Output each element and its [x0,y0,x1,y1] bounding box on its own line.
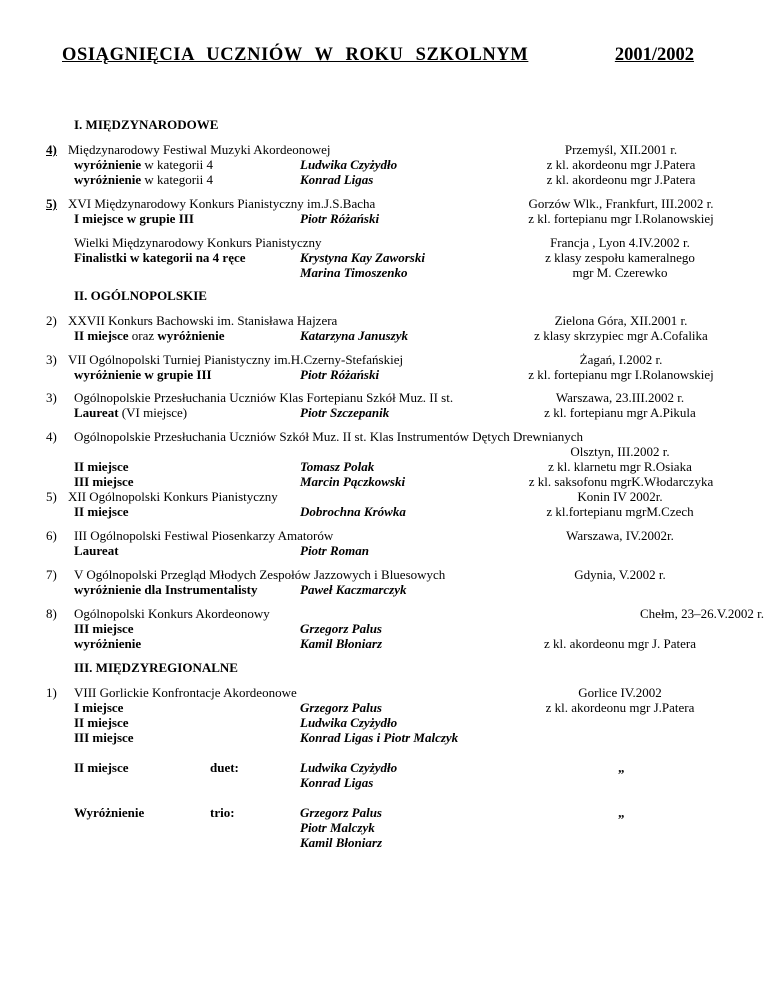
award: II miejsce [74,760,129,775]
event-name: Ogólnopolskie Przesłuchania Uczniów Szkół Muz. II st. Klas Instrumentów Dętych Drewnianych [74,429,584,444]
student-name: Konrad Ligas [300,172,374,187]
student-name: Krystyna Kay Zaworski [300,250,425,265]
award: wyróżnienie w grupie III [74,367,212,382]
event-name: VII Ogólnopolski Turniej Pianistyczny im.H.Czerny-Stefańskiej [68,352,404,367]
event-place: Gorlice IV.2002 [578,685,662,700]
entry-number: 8) [46,606,57,621]
award: Wyróżnienie [74,805,145,820]
award: wyróżnienie [74,636,142,651]
award: wyróżnienie w kategorii 4 [74,172,213,187]
entry-number: 6) [46,528,57,543]
teacher: z klasy zespołu kameralnego [545,250,695,265]
student-name: Piotr Malczyk [300,820,375,835]
event-place: Przemyśl, XII.2001 r. [564,142,678,157]
award: II miejsce oraz wyróżnienie [74,328,225,343]
student-name: Piotr Różański [300,211,380,226]
event-name: Wielki Międzynarodowy Konkurs Pianistyczny [74,235,322,250]
event-place: Francja , Lyon 4.IV.2002 r. [550,235,690,250]
student-name: Konrad Ligas [300,775,374,790]
teacher: mgr M. Czerewko [572,265,668,280]
award: II miejsce [74,715,129,730]
student-name: Grzegorz Palus [300,805,382,820]
student-name: Paweł Kaczmarczyk [300,582,407,597]
award: Laureat (VI miejsce) [74,405,188,420]
teacher: z kl. fortepianu mgr I.Rolanowskiej [528,211,714,226]
award: III miejsce [74,474,134,489]
award: III miejsce [74,621,134,636]
event-name: XVI Międzynarodowy Konkurs Pianistyczny im.J.S.Bacha [68,196,376,211]
teacher: z kl. akordeonu mgr J.Patera [546,157,696,172]
title-main: OSIĄGNIĘCIA UCZNIÓW W ROKU SZKOLNYM [62,45,529,65]
event-place: Olsztyn, III.2002 r. [570,444,670,459]
entry-number: 3) [46,352,57,367]
student-name: Dobrochna Krówka [300,504,406,519]
teacher: z kl. akordeonu mgr J.Patera [545,700,695,715]
student-name: Ludwika Czyżydło [300,715,398,730]
ditto-mark: „ [618,760,625,775]
event-name: V Ogólnopolski Przegląd Młodych Zespołów Jazzowych i Bluesowych [74,567,446,582]
award: II miejsce [74,459,129,474]
ensemble-label: trio: [210,805,235,820]
entry-number: 4) [46,429,57,444]
event-place: Zielona Góra, XII.2001 r. [554,313,688,328]
teacher: z kl. akordeonu mgr J. Patera [544,636,696,651]
student-name: Grzegorz Palus [300,621,382,636]
student-name: Piotr Szczepanik [300,405,390,420]
title-year: 2001/2002 [614,45,694,65]
award: III miejsce [74,730,134,745]
student-name: Piotr Różański [300,367,380,382]
student-name: Grzegorz Palus [300,700,382,715]
event-place: Żagań, I.2002 r. [579,352,663,367]
award: Laureat [74,543,119,558]
teacher: z kl. klarnetu mgr R.Osiaka [548,459,692,474]
section-heading-international: I. MIĘDZYNARODOWE [74,117,219,132]
event-name: XXVII Konkurs Bachowski im. Stanisława Hajzera [68,313,338,328]
award: I miejsce [74,700,124,715]
event-name: III Ogólnopolski Festiwal Piosenkarzy Amatorów [74,528,334,543]
event-place: Warszawa, IV.2002r. [566,528,674,543]
event-place: Gdynia, V.2002 r. [574,567,666,582]
page-title [62,44,702,66]
teacher: z kl. fortepianu mgr I.Rolanowskiej [528,367,714,382]
teacher: z klasy skrzypiec mgr A.Cofalika [534,328,708,343]
student-name: Katarzyna Januszyk [300,328,408,343]
event-place: Chełm, 23–26.V.2002 r. [640,606,764,621]
entry-number: 2) [46,313,57,328]
event-name: Ogólnopolskie Przesłuchania Uczniów Klas Fortepianu Szkół Muz. II st. [74,390,454,405]
award: wyróżnienie w kategorii 4 [74,157,213,172]
section-heading-national: II. OGÓLNOPOLSKIE [74,288,207,303]
entry-number: 5) [46,196,57,211]
award: I miejsce w grupie III [74,211,194,226]
section-heading-interregional: III. MIĘDZYREGIONALNE [74,660,238,675]
event-place: Gorzów Wlk., Frankfurt, III.2002 r. [528,196,714,211]
event-name: Międzynarodowy Festiwal Muzyki Akordeonowej [68,142,331,157]
student-name: Kamil Błoniarz [300,636,382,651]
award: II miejsce [74,504,129,519]
award: wyróżnienie dla Instrumentalisty [74,582,258,597]
student-name: Piotr Roman [300,543,369,558]
event-name: Ogólnopolski Konkurs Akordeonowy [74,606,270,621]
student-name: Marina Timoszenko [300,265,408,280]
event-name: XII Ogólnopolski Konkurs Pianistyczny [68,489,278,504]
entry-number: 4) [46,142,57,157]
entry-number: 3) [46,390,57,405]
ditto-mark: „ [618,805,625,820]
event-place: Konin IV 2002r. [577,489,663,504]
teacher: z kl. fortepianu mgr A.Pikula [544,405,696,420]
event-name: VIII Gorlickie Konfrontacje Akordeonowe [74,685,297,700]
ensemble-label: duet: [210,760,239,775]
student-name: Marcin Pączkowski [300,474,406,489]
student-name: Ludwika Czyżydło [300,760,398,775]
teacher: z kl. saksofonu mgrK.Włodarczyka [528,474,714,489]
entry-number: 5) [46,489,57,504]
teacher: z kl. akordeonu mgr J.Patera [546,172,696,187]
entry-number: 7) [46,567,57,582]
student-name: Ludwika Czyżydło [300,157,398,172]
event-place: Warszawa, 23.III.2002 r. [555,390,685,405]
student-name: Tomasz Polak [300,459,375,474]
award: Finalistki w kategorii na 4 ręce [74,250,246,265]
student-name: Kamil Błoniarz [300,835,382,850]
student-name: Konrad Ligas i Piotr Malczyk [300,730,459,745]
entry-number: 1) [46,685,57,700]
teacher: z kl.fortepianu mgrM.Czech [546,504,694,519]
